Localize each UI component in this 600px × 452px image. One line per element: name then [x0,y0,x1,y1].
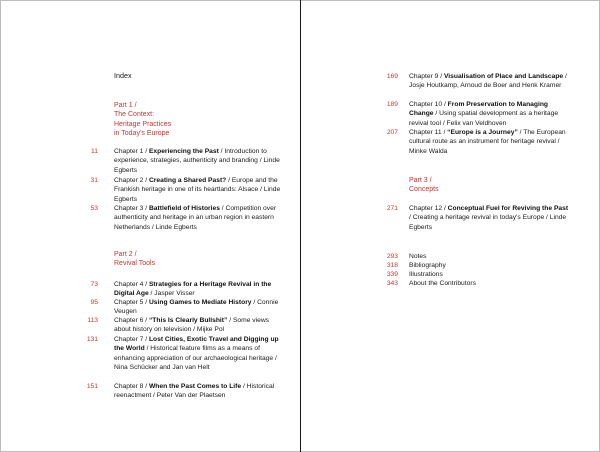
backmatter-item-contributors [301,279,600,288]
chapter-title: Conceptual Fuel for Reviving the Past [447,205,569,212]
chapter-title: Using Games to Mediate History [148,299,252,306]
chapter-title: Strategies for a Heritage Revival in the Digital Age [114,281,272,298]
page-number: 73 [90,281,98,288]
backmatter-item-bibliography [301,261,600,270]
page-number: 271 [386,205,398,212]
backmatter-label: Bibliography [409,262,446,270]
backmatter-label: Illustrations [409,271,443,279]
index-title: Index [114,71,132,80]
backmatter-item-notes [301,252,600,261]
part-3-line: Concepts [409,186,439,194]
part-1-line: Heritage Practices [114,120,172,128]
backmatter-item-illustrations [301,270,600,279]
part-2-line: Revival Tools [114,260,156,268]
page-number: 53 [90,205,98,212]
chapter-title: When the Past Comes to Life [148,383,242,390]
backmatter-label: Notes [409,253,427,260]
part-3-heading [409,176,439,195]
right-page: 169 Chapter 9 / Visualisation of Place and Landscape / Josje Houtkamp, Arnoud de Boer and Henk Kramer 189 Chapter 10 / From Preservation to Managing Change / Using spatial development as a heritage revival tool / Felix van Veldhoven 207 Chapter 11 / “Europe is a Journey” / The European cultural route as an instrument for heritage revival / Minke Walda Part 3 / Concepts 271 Chapter 12 / Conceptual Fuel for Reviving the Past / Creating a heritage revival in today’s Europe / Linde Egberts 293 Notes 318 Bibliography 339 Illustrations 343 About the Contributors [301,0,600,452]
part-1-line: in Today’s Europe [114,130,170,138]
part-1-line: The Context: [114,111,155,119]
part-1-line: Part 1 / [114,102,137,109]
page-number: 95 [90,299,98,306]
left-page: Index Part 1 / The Context: Heritage Practices in Today’s Europe 11 Chapter 1 / Experiencing the Past / Introduction to experience, strategies, authenticity and branding / Linde Egberts 31 Chapter 2 / Creating a Shared Past? / Europe and the Frankish heritage in one of its heartlands: Alsace / Linde Egberts 53 Chapter 3 / Battlefield of Histories / Competition over authenticity and heritage in an urban region in eastern Netherlands / Linde Egberts Part 2 / Revival Tools 73 Chapter 4 / Strategies for a Heritage Revival in the Digital Age / Jasper Visser 95 Chapter 5 / Using Games to Mediate History / Connie Veugen 113 Chapter 6 / “This Is Clearly Bullshit” / Some views about history on television / Mijke Pol 131 Chapter 7 / Lost Cities, Exotic Travel and Digging up the World / Historical feature films as a means of enhancing appreciation of our archaeological heritage / Nina Schücker and Jan van Helt 151 Chapter 8 / When the Past Comes to Life / Historical reenactment / Peter Van der Plaetsen [0,0,300,452]
chapter-title: “This Is Clearly Bullshit” [148,317,228,324]
part-2-line: Part 2 / [114,251,137,258]
chapter-title: Experiencing the Past [148,148,219,155]
backmatter-label: About the Contributors [409,280,476,288]
part-1-heading [114,101,171,139]
page-number: 131 [86,336,98,343]
page-number: 189 [386,101,398,108]
chapter-title: “Europe is a Journey” [447,129,518,136]
chapter-title: Lost Cities, Exotic Travel and Digging up the World [114,336,279,353]
chapter-title: Visualisation of Place and Landscape [443,73,564,80]
page-number: 293 [386,253,398,260]
chapter-title: Creating a Shared Past? [148,177,227,184]
page-number: 318 [386,262,398,270]
part-3-line: Part 3 / [409,177,432,184]
chapter-title: From Preservation to Managing Change [409,101,549,118]
part-2-heading [114,250,155,269]
page-number: 113 [87,317,98,324]
page-number: 343 [386,280,398,288]
page-number: 11 [91,148,98,155]
backmatter-list [301,252,600,288]
page-number: 169 [386,73,398,80]
page-number: 151 [86,383,98,390]
page-number: 31 [90,177,98,184]
page-number: 207 [386,129,398,136]
page-number: 339 [386,271,398,279]
chapter-title: Battlefield of Histories [148,205,220,212]
